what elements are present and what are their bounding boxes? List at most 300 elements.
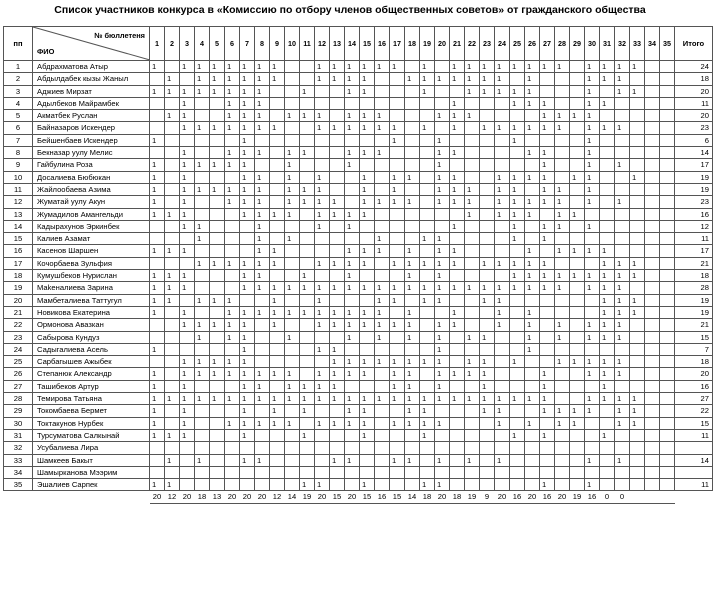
vote-cell: 1 — [585, 183, 600, 195]
vote-cell: 1 — [330, 356, 345, 368]
vote-cell — [465, 479, 480, 491]
vote-cell — [645, 220, 660, 232]
vote-cell — [660, 134, 675, 146]
vote-cell: 1 — [285, 196, 300, 208]
vote-cell: 1 — [495, 183, 510, 195]
vote-cell — [525, 380, 540, 392]
row-total: 27 — [675, 393, 713, 405]
vote-cell: 1 — [555, 245, 570, 257]
vote-cell — [165, 417, 180, 429]
vote-cell — [495, 466, 510, 478]
header-col-14: 14 — [345, 27, 360, 61]
vote-cell — [420, 245, 435, 257]
vote-cell: 1 — [300, 183, 315, 195]
vote-cell: 1 — [435, 343, 450, 355]
vote-cell: 1 — [315, 282, 330, 294]
vote-cell: 1 — [330, 380, 345, 392]
row-total: 12 — [675, 220, 713, 232]
vote-cell: 1 — [540, 479, 555, 491]
vote-cell — [165, 171, 180, 183]
vote-cell — [405, 110, 420, 122]
vote-cell — [270, 110, 285, 122]
vote-cell: 1 — [375, 110, 390, 122]
vote-cell: 1 — [285, 183, 300, 195]
vote-cell — [645, 356, 660, 368]
vote-cell — [165, 466, 180, 478]
vote-cell — [480, 479, 495, 491]
vote-cell: 1 — [555, 220, 570, 232]
vote-cell: 1 — [585, 159, 600, 171]
vote-cell — [660, 417, 675, 429]
participant-name: Жайлообаева Азима — [33, 183, 150, 195]
vote-cell — [600, 466, 615, 478]
vote-cell: 1 — [180, 368, 195, 380]
vote-cell: 1 — [150, 368, 165, 380]
vote-cell: 1 — [150, 171, 165, 183]
vote-cell: 1 — [405, 356, 420, 368]
vote-cell — [615, 134, 630, 146]
vote-cell: 1 — [630, 171, 645, 183]
vote-cell: 1 — [375, 233, 390, 245]
vote-cell — [360, 343, 375, 355]
participant-name: Кадырахунов Эркинбек — [33, 220, 150, 232]
vote-cell: 1 — [210, 393, 225, 405]
vote-cell — [630, 183, 645, 195]
column-total — [645, 491, 660, 504]
vote-cell: 1 — [630, 405, 645, 417]
vote-cell — [150, 331, 165, 343]
vote-cell — [480, 208, 495, 220]
vote-cell — [450, 208, 465, 220]
row-number: 7 — [4, 134, 33, 146]
vote-cell — [360, 331, 375, 343]
vote-cell: 1 — [210, 73, 225, 85]
vote-cell: 1 — [420, 282, 435, 294]
vote-cell — [420, 380, 435, 392]
vote-cell: 1 — [360, 393, 375, 405]
vote-cell — [255, 159, 270, 171]
vote-cell — [255, 331, 270, 343]
vote-cell — [375, 73, 390, 85]
vote-cell: 1 — [315, 171, 330, 183]
vote-cell — [540, 356, 555, 368]
vote-cell: 1 — [480, 331, 495, 343]
vote-cell — [285, 466, 300, 478]
vote-cell — [315, 159, 330, 171]
vote-cell — [465, 159, 480, 171]
vote-cell — [600, 110, 615, 122]
table-row — [4, 429, 713, 441]
vote-cell: 1 — [225, 331, 240, 343]
vote-cell: 1 — [405, 270, 420, 282]
vote-cell: 1 — [360, 319, 375, 331]
vote-cell — [555, 306, 570, 318]
vote-cell: 1 — [255, 97, 270, 109]
vote-cell: 1 — [240, 85, 255, 97]
row-total: 11 — [675, 233, 713, 245]
vote-cell: 1 — [480, 85, 495, 97]
vote-cell: 1 — [570, 171, 585, 183]
vote-cell: 1 — [345, 405, 360, 417]
vote-cell — [630, 122, 645, 134]
vote-cell: 1 — [360, 257, 375, 269]
vote-cell: 1 — [555, 405, 570, 417]
vote-cell — [435, 208, 450, 220]
vote-cell: 1 — [615, 196, 630, 208]
vote-cell — [210, 343, 225, 355]
vote-cell — [540, 343, 555, 355]
table-row — [4, 479, 713, 491]
vote-cell — [525, 356, 540, 368]
vote-cell: 1 — [450, 110, 465, 122]
vote-cell — [480, 442, 495, 454]
vote-cell — [450, 417, 465, 429]
vote-cell — [585, 294, 600, 306]
vote-cell: 1 — [315, 393, 330, 405]
vote-cell: 1 — [600, 257, 615, 269]
vote-cell: 1 — [540, 257, 555, 269]
row-total: 15 — [675, 417, 713, 429]
vote-cell — [345, 183, 360, 195]
vote-cell — [450, 466, 465, 478]
vote-cell — [195, 147, 210, 159]
vote-cell — [555, 134, 570, 146]
vote-cell: 1 — [225, 110, 240, 122]
header-col-9: 9 — [270, 27, 285, 61]
vote-cell: 1 — [450, 368, 465, 380]
header-col-28: 28 — [555, 27, 570, 61]
vote-cell: 1 — [330, 122, 345, 134]
vote-cell: 1 — [600, 393, 615, 405]
vote-cell: 1 — [585, 85, 600, 97]
vote-cell — [150, 442, 165, 454]
vote-cell: 1 — [210, 257, 225, 269]
vote-cell: 1 — [405, 368, 420, 380]
vote-cell: 1 — [525, 417, 540, 429]
vote-cell: 1 — [360, 417, 375, 429]
table-row — [4, 85, 713, 97]
vote-cell: 1 — [615, 417, 630, 429]
vote-cell: 1 — [390, 319, 405, 331]
header-col-4: 4 — [195, 27, 210, 61]
vote-cell: 1 — [225, 356, 240, 368]
vote-cell — [510, 319, 525, 331]
vote-cell — [615, 466, 630, 478]
row-number: 26 — [4, 368, 33, 380]
table-row — [4, 220, 713, 232]
vote-cell — [525, 159, 540, 171]
vote-cell — [420, 319, 435, 331]
vote-cell — [375, 442, 390, 454]
vote-cell — [420, 183, 435, 195]
vote-cell: 1 — [465, 208, 480, 220]
vote-cell — [525, 294, 540, 306]
vote-cell — [225, 233, 240, 245]
vote-cell: 1 — [450, 306, 465, 318]
vote-cell — [570, 393, 585, 405]
vote-cell — [405, 220, 420, 232]
column-total — [630, 491, 645, 504]
vote-cell — [390, 73, 405, 85]
vote-cell — [210, 380, 225, 392]
vote-cell — [645, 122, 660, 134]
header-fio: ФИО — [37, 46, 55, 56]
vote-cell — [510, 159, 525, 171]
vote-cell — [435, 61, 450, 73]
vote-cell: 1 — [615, 454, 630, 466]
vote-cell — [225, 429, 240, 441]
vote-cell — [195, 306, 210, 318]
vote-cell: 1 — [285, 417, 300, 429]
vote-cell: 1 — [345, 282, 360, 294]
vote-cell — [450, 479, 465, 491]
vote-cell: 1 — [330, 282, 345, 294]
vote-cell — [270, 196, 285, 208]
vote-cell — [270, 380, 285, 392]
vote-cell: 1 — [435, 282, 450, 294]
table-row — [4, 134, 713, 146]
vote-cell: 1 — [150, 183, 165, 195]
vote-cell — [285, 257, 300, 269]
vote-cell: 1 — [345, 393, 360, 405]
vote-cell: 1 — [210, 356, 225, 368]
vote-cell — [405, 97, 420, 109]
vote-cell — [660, 159, 675, 171]
vote-cell — [270, 220, 285, 232]
vote-cell: 1 — [180, 270, 195, 282]
vote-cell — [180, 294, 195, 306]
vote-cell — [165, 442, 180, 454]
vote-cell: 1 — [570, 208, 585, 220]
vote-cell: 1 — [555, 208, 570, 220]
vote-cell — [465, 380, 480, 392]
vote-cell — [555, 393, 570, 405]
participant-name: Гайбулина Роза — [33, 159, 150, 171]
vote-cell — [450, 442, 465, 454]
vote-cell: 1 — [165, 208, 180, 220]
table-row — [4, 61, 713, 73]
vote-cell: 1 — [495, 171, 510, 183]
vote-cell: 1 — [330, 73, 345, 85]
column-total: 0 — [615, 491, 630, 504]
vote-cell — [150, 319, 165, 331]
vote-cell: 1 — [360, 147, 375, 159]
row-total: 17 — [675, 159, 713, 171]
vote-cell — [375, 85, 390, 97]
vote-cell — [210, 466, 225, 478]
vote-cell: 1 — [345, 159, 360, 171]
vote-cell — [525, 479, 540, 491]
vote-cell — [285, 319, 300, 331]
vote-cell: 1 — [225, 417, 240, 429]
table-row — [4, 122, 713, 134]
vote-cell — [195, 380, 210, 392]
vote-cell — [420, 306, 435, 318]
vote-cell: 1 — [600, 61, 615, 73]
vote-cell — [645, 208, 660, 220]
vote-cell — [270, 97, 285, 109]
vote-cell — [225, 405, 240, 417]
header-col-12: 12 — [315, 27, 330, 61]
vote-cell: 1 — [225, 122, 240, 134]
vote-cell — [390, 220, 405, 232]
vote-cell: 1 — [510, 97, 525, 109]
vote-cell — [630, 220, 645, 232]
vote-cell: 1 — [615, 393, 630, 405]
vote-cell — [630, 110, 645, 122]
column-total: 12 — [270, 491, 285, 504]
vote-cell — [465, 171, 480, 183]
vote-cell — [645, 233, 660, 245]
vote-cell — [435, 405, 450, 417]
vote-cell — [345, 442, 360, 454]
vote-cell — [375, 454, 390, 466]
vote-cell — [405, 122, 420, 134]
row-total: 7 — [675, 343, 713, 355]
vote-cell — [450, 331, 465, 343]
vote-cell: 1 — [585, 356, 600, 368]
participant-name: Калиев Азамат — [33, 233, 150, 245]
vote-cell — [285, 270, 300, 282]
vote-cell: 1 — [465, 331, 480, 343]
vote-cell: 1 — [405, 393, 420, 405]
vote-cell — [300, 368, 315, 380]
vote-cell: 1 — [180, 282, 195, 294]
header-col-8: 8 — [255, 27, 270, 61]
vote-cell: 1 — [585, 282, 600, 294]
vote-cell — [465, 122, 480, 134]
vote-cell: 1 — [180, 159, 195, 171]
vote-cell: 1 — [360, 85, 375, 97]
vote-cell: 1 — [420, 479, 435, 491]
vote-cell: 1 — [165, 85, 180, 97]
vote-cell — [195, 479, 210, 491]
vote-cell: 1 — [315, 220, 330, 232]
vote-cell: 1 — [150, 134, 165, 146]
vote-cell — [630, 97, 645, 109]
vote-cell — [390, 270, 405, 282]
vote-cell: 1 — [495, 405, 510, 417]
column-total: 13 — [210, 491, 225, 504]
vote-cell: 1 — [405, 196, 420, 208]
vote-cell: 1 — [435, 356, 450, 368]
vote-cell: 1 — [465, 73, 480, 85]
vote-cell — [360, 442, 375, 454]
vote-cell — [630, 343, 645, 355]
vote-cell — [480, 110, 495, 122]
vote-cell: 1 — [450, 73, 465, 85]
vote-cell — [435, 442, 450, 454]
vote-cell — [405, 159, 420, 171]
vote-cell — [660, 405, 675, 417]
vote-cell — [195, 405, 210, 417]
vote-cell: 1 — [420, 294, 435, 306]
vote-cell — [660, 454, 675, 466]
vote-cell — [330, 245, 345, 257]
vote-cell — [465, 405, 480, 417]
header-col-32: 32 — [615, 27, 630, 61]
vote-cell — [660, 147, 675, 159]
vote-cell: 1 — [570, 270, 585, 282]
table-row — [4, 368, 713, 380]
vote-cell — [255, 294, 270, 306]
header-col-21: 21 — [450, 27, 465, 61]
vote-cell: 1 — [525, 147, 540, 159]
vote-cell: 1 — [615, 331, 630, 343]
vote-cell — [480, 159, 495, 171]
vote-cell — [435, 306, 450, 318]
vote-cell: 1 — [285, 110, 300, 122]
participant-name: Токтакунов Нурбек — [33, 417, 150, 429]
vote-cell: 1 — [540, 183, 555, 195]
vote-cell: 1 — [435, 393, 450, 405]
vote-cell: 1 — [255, 380, 270, 392]
row-number: 8 — [4, 147, 33, 159]
vote-cell — [660, 257, 675, 269]
header-bulletin: № бюллетеня — [94, 31, 145, 40]
vote-cell: 1 — [270, 319, 285, 331]
vote-cell — [495, 134, 510, 146]
vote-cell: 1 — [375, 196, 390, 208]
vote-cell: 1 — [345, 454, 360, 466]
vote-cell — [660, 442, 675, 454]
vote-cell — [165, 331, 180, 343]
vote-cell: 1 — [375, 294, 390, 306]
vote-cell: 1 — [525, 122, 540, 134]
vote-cell — [360, 97, 375, 109]
vote-cell — [390, 85, 405, 97]
vote-cell: 1 — [375, 245, 390, 257]
vote-cell — [390, 306, 405, 318]
vote-cell — [540, 319, 555, 331]
vote-cell: 1 — [390, 257, 405, 269]
vote-cell: 1 — [495, 294, 510, 306]
vote-cell: 1 — [315, 380, 330, 392]
vote-cell — [630, 245, 645, 257]
vote-cell — [585, 417, 600, 429]
vote-cell — [510, 479, 525, 491]
row-total: 18 — [675, 356, 713, 368]
vote-cell: 1 — [285, 393, 300, 405]
vote-cell: 1 — [270, 405, 285, 417]
vote-cell — [375, 368, 390, 380]
vote-cell: 1 — [390, 171, 405, 183]
vote-cell — [285, 73, 300, 85]
vote-cell: 1 — [585, 245, 600, 257]
vote-cell: 1 — [420, 257, 435, 269]
vote-cell — [660, 245, 675, 257]
vote-cell: 1 — [585, 196, 600, 208]
vote-cell — [210, 405, 225, 417]
row-number: 13 — [4, 208, 33, 220]
table-row — [4, 97, 713, 109]
vote-cell — [285, 97, 300, 109]
vote-cell: 1 — [525, 171, 540, 183]
vote-cell: 1 — [225, 257, 240, 269]
vote-cell — [315, 466, 330, 478]
vote-cell — [300, 442, 315, 454]
participant-name: Эшалиев Сарпек — [33, 479, 150, 491]
header-col-24: 24 — [495, 27, 510, 61]
vote-cell — [540, 454, 555, 466]
vote-cell — [660, 294, 675, 306]
vote-cell: 1 — [285, 368, 300, 380]
vote-cell — [480, 270, 495, 282]
vote-cell — [615, 479, 630, 491]
vote-cell: 1 — [345, 368, 360, 380]
vote-cell — [285, 454, 300, 466]
vote-cell — [165, 380, 180, 392]
